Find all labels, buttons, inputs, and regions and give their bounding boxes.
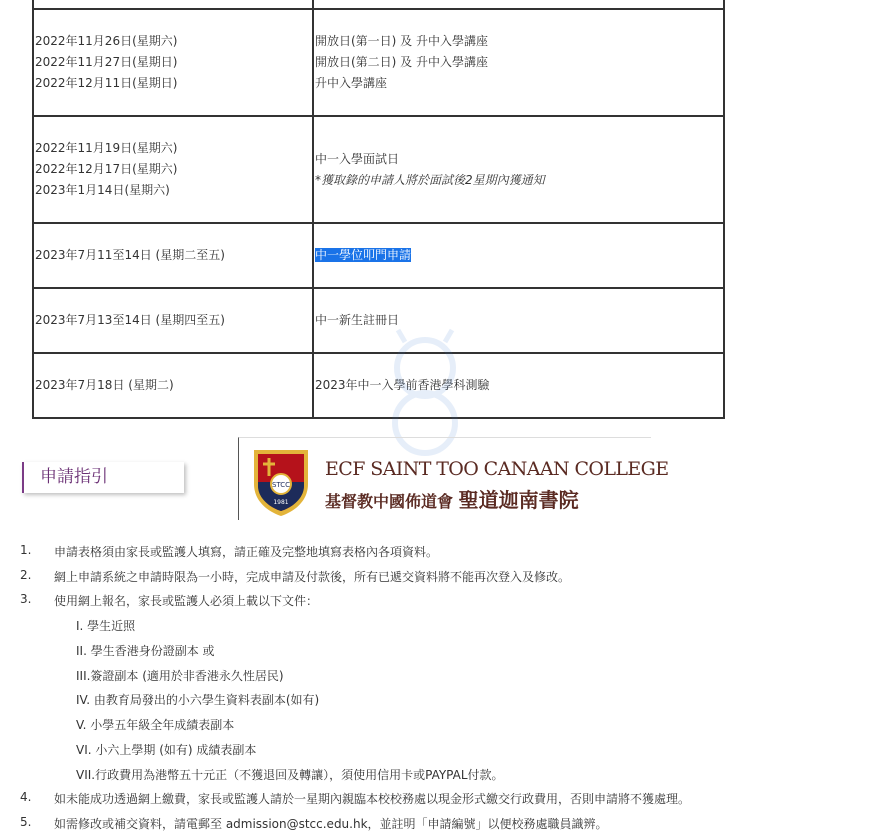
document-item: II. 學生香港身份證副本 或 <box>76 644 215 658</box>
document-item: I. 學生近照 <box>76 619 136 633</box>
date-cell <box>33 223 313 288</box>
school-name-prefix: 基督教中國佈道會 <box>325 492 454 511</box>
event-text: 升中入學講座 <box>315 76 388 90</box>
selected-event-text[interactable]: 中一學位叩門申請 <box>315 248 412 262</box>
schedule-table <box>32 0 725 419</box>
document-item: III.簽證副本 (適用於非香港永久性居民) <box>76 669 284 683</box>
item-number: 2. <box>20 568 32 582</box>
item-number: 1. <box>20 543 32 557</box>
crest-year: 1981 <box>273 499 289 506</box>
event-note: *獲取錄的申請人將於面試後2星期內獲通知 <box>315 172 545 187</box>
event-cell <box>313 353 724 418</box>
school-name-main: 聖道迦南書院 <box>458 488 579 512</box>
item-text: 如需修改或補交資料，請電郵至 admission@stcc.edu.hk，並註明「申請編號」以便校務處職員識辨。 <box>54 817 608 831</box>
date-text: 2022年11月26日(星期六) <box>35 34 178 48</box>
item-number: 5. <box>20 815 32 829</box>
table-row <box>33 0 724 9</box>
date-text: 2023年7月18日 (星期二) <box>35 378 174 392</box>
event-cell <box>313 223 724 288</box>
date-cell <box>33 9 313 116</box>
school-logo <box>238 437 669 520</box>
document-item: V. 小學五年級全年成績表副本 <box>76 718 235 732</box>
crest-text: STCC <box>271 481 291 489</box>
event-cell <box>313 0 724 9</box>
date-text: 2022年12月11日(星期日) <box>35 76 178 90</box>
date-text: 2022年11月19日(星期六) <box>35 141 178 155</box>
date-text: 2023年1月14日(星期六) <box>35 183 170 197</box>
document-item: IV. 由教育局發出的小六學生資料表副本(如有) <box>76 693 320 707</box>
date-text: 2022年12月17日(星期六) <box>35 162 178 176</box>
event-cell <box>313 116 724 223</box>
school-name-chinese <box>325 484 579 513</box>
date-text: 2023年7月11至14日 (星期二至五) <box>35 248 225 262</box>
school-name-english: ECF SAINT TOO CANAAN COLLEGE <box>325 458 669 480</box>
document-item: VI. 小六上學期 (如有) 成績表副本 <box>76 743 257 757</box>
date-cell <box>33 353 313 418</box>
item-text: 網上申請系統之申請時限為一小時，完成申請及付款後，所有已遞交資料將不能再次登入及修改。 <box>54 570 571 584</box>
item-text: 如未能成功透過網上繳費，家長或監護人請於一星期內親臨本校校務處以現金形式繳交行政費用，否則申請將不獲處理。 <box>54 792 691 806</box>
date-cell <box>33 288 313 353</box>
crest-icon <box>251 446 311 518</box>
event-text: 中一入學面試日 <box>315 151 400 166</box>
table-row <box>33 288 724 353</box>
table-row <box>33 223 724 288</box>
item-number: 4. <box>20 790 32 804</box>
section-heading: 申請指引 <box>22 462 184 493</box>
event-text: 中一新生註冊日 <box>315 313 400 327</box>
document-item: VII.行政費用為港幣五十元正（不獲退回及轉讓），須使用信用卡或PAYPAL付款。 <box>76 768 504 782</box>
event-cell <box>313 288 724 353</box>
event-text: 開放日(第二日) 及 升中入學講座 <box>315 55 488 69</box>
event-cell <box>313 9 724 116</box>
date-cell <box>33 116 313 223</box>
item-text: 使用網上報名，家長或監護人必須上載以下文件： <box>54 594 319 608</box>
item-number: 3. <box>20 592 32 606</box>
event-text: 開放日(第一日) 及 升中入學講座 <box>315 34 488 48</box>
event-text: 2023年中一入學前香港學科測驗 <box>315 378 490 392</box>
item-text: 申請表格須由家長或監護人填寫，請正確及完整地填寫表格內各項資料。 <box>54 545 439 559</box>
date-cell <box>33 0 313 9</box>
date-text: 2023年7月13至14日 (星期四至五) <box>35 313 225 327</box>
table-row <box>33 116 724 223</box>
table-row <box>33 353 724 418</box>
table-row <box>33 9 724 116</box>
date-text: 2022年11月27日(星期日) <box>35 55 178 69</box>
